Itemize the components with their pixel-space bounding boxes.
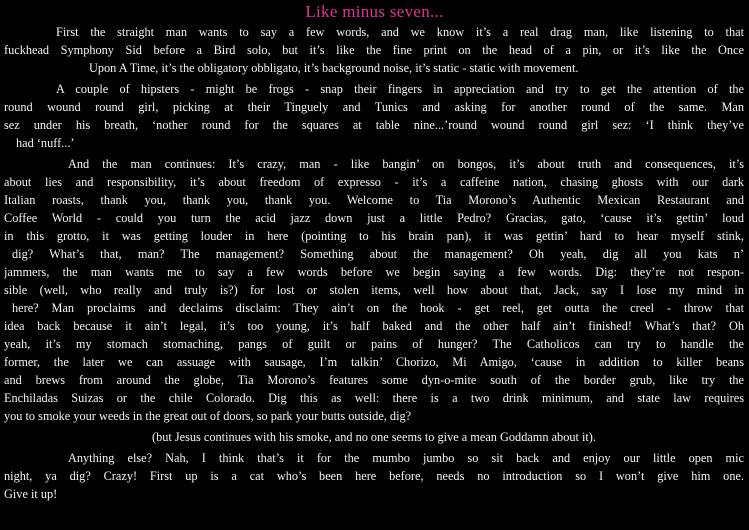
text-line: Enchiladas Suizas or the chile Colorado. Dig this as well: there is a two drink minimum, and state law requires	[4, 391, 744, 405]
text-line: here? Man proclaims and declaims disclaim: They ain’t on the hook - get reel, get outta the creel - throw that	[12, 301, 744, 315]
text-line: in this grotto, it was getting louder in here (pointing to his brain pan), it was gettin’ hard to hear myself stink,	[4, 229, 744, 243]
text-line: And the man continues: It’s crazy, man - like bangin’ on bongos, it’s about truth and consequences, it’s	[68, 157, 744, 171]
text-line: Upon A Time, it’s the obligatory obbligato, it’s background noise, it’s static - static with movement.	[89, 61, 579, 75]
text-line: sez under his breath, ‘nother round for the squares at table nine...’round wound round girl sez: ‘I think they’ve	[4, 118, 744, 132]
text-line: Give it up!	[4, 487, 58, 501]
text-line: Coffee World - could you turn the acid jazz down just a little Pedro? Gracias, gato, ‘cause it’s gettin’ loud	[4, 211, 744, 225]
text-line: you to smoke your weeds in the great out of doors, so park your butts outside, dig?	[4, 409, 412, 423]
text-line: (but Jesus continues with his smoke, and no one seems to give a mean Goddamn about it).	[152, 430, 596, 444]
page-title: Like minus seven...	[305, 2, 444, 21]
text-line: First the straight man wants to say a few words, and we know it’s a real drag man, like listening to that	[56, 25, 744, 39]
text-line: night, ya dig? Crazy! First up is a cat who’s been here before, needs no introduction so I won’t give him one.	[4, 469, 744, 483]
text-line: round wound round girl, picking at their Tinguely and Tunics and asking for another round of the same. Man	[4, 100, 744, 114]
text-line: fuckhead Symphony Sid before a Bird solo, but it’s like the fine print on the head of a pin, or it’s like the Once	[4, 43, 744, 57]
text-line: idea back because it ain’t legal, it’s too young, it’s half baked and the other half ain’t finished! What’s that? Oh	[4, 319, 744, 333]
text-line: about lies and responsibility, it’s about freedom of expresso - it’s a caffeine nation, chasing ghosts with our dark	[4, 175, 744, 189]
text-line: dig? What’s that, man? The management? Something about the management? Oh yeah, dig all you kats n’	[12, 247, 744, 261]
text-line: A couple of hipsters - might be frogs - snap their fingers in appreciation and try to get the attention of the	[56, 82, 744, 96]
text-line: had ‘nuff...’	[16, 136, 75, 150]
text-line: yeah, it’s my stomach stomaching, pangs of guilt or pains of hunger? The Catholicos can try to handle the	[4, 337, 744, 351]
text-line: sible (well, who really and truly is?) for lost or stolen items, well how about that, Jack, say I lose my mind in	[4, 283, 744, 297]
text-line: former, the later we can assuage with sausage, I’m talkin’ Chorizo, Mi Amigo, ‘cause in addition to killer beans	[4, 355, 744, 369]
text-line: and brews from around the globe, Tia Morono’s features some dyn-o-mite south of the border grub, like try the	[4, 373, 744, 387]
text-line: Italian roasts, thank you, thank you, thank you. Welcome to Tia Morono’s Authentic Mexican Restaurant and	[4, 193, 744, 207]
text-line: Anything else? Nah, I think that’s it for the mumbo jumbo so sit back and enjoy our little open mic	[68, 451, 744, 465]
text-line: jammers, the man wants me to say a few words before we begin saying a few words. Dig: they’re not respon-	[4, 265, 744, 279]
